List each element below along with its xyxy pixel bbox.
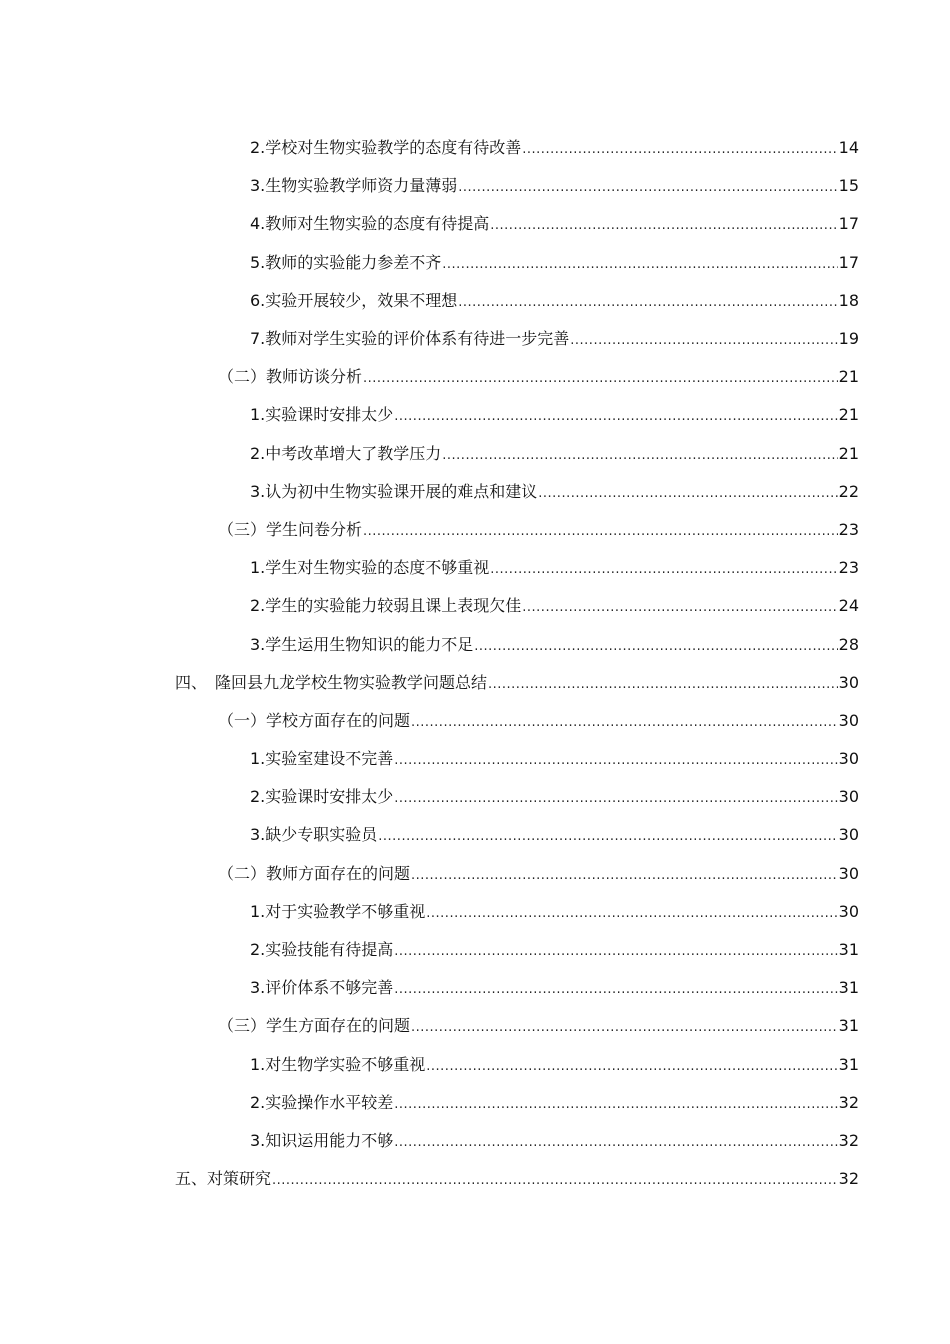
toc-page-number: 18	[838, 290, 859, 310]
toc-entry-title: 1.对于实验教学不够重视	[250, 901, 426, 921]
toc-entry-line	[250, 1093, 859, 1115]
toc-page-number: 21	[838, 443, 859, 463]
toc-entry-line	[250, 482, 859, 504]
toc-entry[interactable]	[0, 359, 950, 397]
toc-entry[interactable]	[0, 474, 950, 512]
toc-page-number: 21	[838, 367, 859, 387]
toc-entry[interactable]	[0, 817, 950, 855]
toc-page-number: 19	[838, 329, 859, 349]
toc-entry-line	[250, 978, 859, 1000]
toc-entry-line	[250, 596, 859, 618]
dot-leader	[411, 866, 838, 886]
toc-entry-line	[250, 1131, 859, 1153]
dot-leader	[411, 1018, 838, 1038]
toc-page-number: 14	[838, 138, 859, 158]
toc-page-number: 31	[838, 940, 859, 960]
dot-leader	[363, 369, 838, 389]
toc-entry-title: 3.学生运用生物知识的能力不足	[250, 634, 474, 654]
toc-entry-line	[250, 825, 859, 847]
dot-leader	[394, 980, 837, 1000]
toc-entry-title: 7.教师对学生实验的评价体系有待进一步完善	[250, 329, 570, 349]
dot-leader	[426, 1057, 837, 1077]
toc-entry-title: 2.实验课时安排太少	[250, 787, 394, 807]
toc-entry-title: 四、 隆回县九龙学校生物实验教学问题总结	[175, 672, 488, 692]
toc-page-number: 24	[838, 596, 859, 616]
dot-leader	[394, 1095, 837, 1115]
toc-entry[interactable]	[0, 283, 950, 321]
toc-entry-title: 1.实验课时安排太少	[250, 405, 394, 425]
dot-leader	[394, 1133, 837, 1153]
dot-leader	[458, 178, 837, 198]
dot-leader	[458, 293, 837, 313]
toc-page-number: 30	[838, 672, 859, 692]
toc-entry-line	[250, 749, 859, 771]
toc-entry[interactable]	[0, 932, 950, 970]
toc-page-number: 30	[838, 863, 859, 883]
dot-leader	[378, 827, 837, 847]
toc-entry-title: 3.认为初中生物实验课开展的难点和建议	[250, 481, 538, 501]
dot-leader	[490, 216, 837, 236]
toc-entry[interactable]	[0, 703, 950, 741]
toc-entry[interactable]	[0, 397, 950, 435]
toc-entry[interactable]	[0, 626, 950, 664]
toc-entry-line	[218, 367, 859, 389]
toc-entry[interactable]	[0, 894, 950, 932]
toc-entry-title: （二）教师方面存在的问题	[218, 863, 411, 883]
toc-page-number: 22	[838, 481, 859, 501]
toc-entry-line	[250, 291, 859, 313]
toc-entry-title: 4.教师对生物实验的态度有待提高	[250, 214, 490, 234]
dot-leader	[394, 407, 837, 427]
toc-entry-line	[250, 214, 859, 236]
toc-entry[interactable]	[0, 550, 950, 588]
dot-leader	[394, 789, 837, 809]
toc-entry-line	[250, 444, 859, 466]
toc-entry-line	[250, 635, 859, 657]
toc-entry-title: 1.实验室建设不完善	[250, 749, 394, 769]
toc-entry-title: （二）教师访谈分析	[218, 367, 363, 387]
dot-leader	[272, 1171, 838, 1191]
toc-entry-title: 五、对策研究	[175, 1169, 272, 1189]
toc-entry-title: 6.实验开展较少，效果不理想	[250, 290, 458, 310]
toc-page-number: 32	[838, 1169, 859, 1189]
toc-page-number: 32	[838, 1092, 859, 1112]
toc-entry[interactable]	[0, 1008, 950, 1046]
toc-entry-line	[218, 520, 859, 542]
toc-entry-title: 2.实验技能有待提高	[250, 940, 394, 960]
toc-entry-line	[250, 329, 859, 351]
toc-page-number: 31	[838, 1016, 859, 1036]
toc-entry[interactable]	[0, 779, 950, 817]
toc-entry-title: 1.学生对生物实验的态度不够重视	[250, 558, 490, 578]
dot-leader	[570, 331, 837, 351]
toc-entry[interactable]	[0, 741, 950, 779]
toc-entry-line	[250, 787, 859, 809]
dot-leader	[394, 751, 837, 771]
toc-entry-title: 3.知识运用能力不够	[250, 1130, 394, 1150]
toc-page-number: 30	[838, 825, 859, 845]
toc-entry-line	[250, 940, 859, 962]
toc-entry-line	[250, 1055, 859, 1077]
toc-entry-title: 2.实验操作水平较差	[250, 1092, 394, 1112]
dot-leader	[442, 446, 837, 466]
dot-leader	[411, 713, 838, 733]
toc-page-number: 31	[838, 1054, 859, 1074]
toc-entry-title: 5.教师的实验能力参差不齐	[250, 252, 442, 272]
toc-entry[interactable]	[0, 1047, 950, 1085]
dot-leader	[426, 904, 837, 924]
dot-leader	[442, 255, 837, 275]
toc-entry-title: 3.生物实验教学师资力量薄弱	[250, 176, 458, 196]
toc-page-number: 30	[838, 749, 859, 769]
toc-page-number: 31	[838, 978, 859, 998]
toc-entry-title: （三）学生方面存在的问题	[218, 1016, 411, 1036]
toc-entry-title: （一）学校方面存在的问题	[218, 710, 411, 730]
toc-page-number: 17	[838, 214, 859, 234]
toc-entry-line	[250, 253, 859, 275]
toc-entry-title: 3.缺少专职实验员	[250, 825, 378, 845]
toc-entry-line	[250, 902, 859, 924]
toc-entry[interactable]	[0, 970, 950, 1008]
dot-leader	[522, 598, 837, 618]
toc-entry-line	[250, 558, 859, 580]
toc-entry[interactable]	[0, 245, 950, 283]
toc-entry-title: 2.学校对生物实验教学的态度有待改善	[250, 138, 522, 158]
toc-entry-title: 1.对生物学实验不够重视	[250, 1054, 426, 1074]
toc-entry[interactable]	[0, 1123, 950, 1161]
dot-leader	[522, 140, 837, 160]
toc-entry[interactable]	[0, 130, 950, 168]
toc-page-number: 30	[838, 787, 859, 807]
toc-entry[interactable]	[0, 665, 950, 703]
toc-entry[interactable]	[0, 321, 950, 359]
toc-page-number: 17	[838, 252, 859, 272]
toc-entry[interactable]	[0, 588, 950, 626]
dot-leader	[394, 942, 837, 962]
toc-entry-line	[250, 405, 859, 427]
toc-entry-title: 2.学生的实验能力较弱且课上表现欠佳	[250, 596, 522, 616]
toc-entry[interactable]	[0, 206, 950, 244]
toc-entry-line	[218, 864, 859, 886]
toc-page-number: 23	[838, 519, 859, 539]
toc-page-number: 30	[838, 901, 859, 921]
dot-leader	[538, 484, 837, 504]
toc-entry-line	[250, 176, 859, 198]
toc-entry-title: （三）学生问卷分析	[218, 519, 363, 539]
toc-page-number: 28	[838, 634, 859, 654]
toc-page-number: 32	[838, 1130, 859, 1150]
toc-entry[interactable]	[0, 436, 950, 474]
toc-entry-title: 3.评价体系不够完善	[250, 978, 394, 998]
toc-page-number: 21	[838, 405, 859, 425]
toc-entry-title: 2.中考改革增大了教学压力	[250, 443, 442, 463]
toc-entry[interactable]	[0, 856, 950, 894]
toc-page-number: 23	[838, 558, 859, 578]
toc-entry-line	[175, 1169, 859, 1191]
dot-leader	[363, 522, 838, 542]
toc-entry[interactable]	[0, 168, 950, 206]
toc-page-number: 15	[838, 176, 859, 196]
toc-entry[interactable]	[0, 1085, 950, 1123]
toc-entry[interactable]	[0, 1161, 950, 1199]
toc-page-number: 30	[838, 710, 859, 730]
toc-entry-line	[218, 1016, 859, 1038]
toc-entry-line	[218, 711, 859, 733]
toc-entry-line	[250, 138, 859, 160]
toc-entry-line	[175, 673, 859, 695]
dot-leader	[490, 560, 837, 580]
dot-leader	[474, 637, 837, 657]
table-of-contents	[0, 130, 950, 1199]
dot-leader	[488, 675, 838, 695]
toc-entry[interactable]	[0, 512, 950, 550]
